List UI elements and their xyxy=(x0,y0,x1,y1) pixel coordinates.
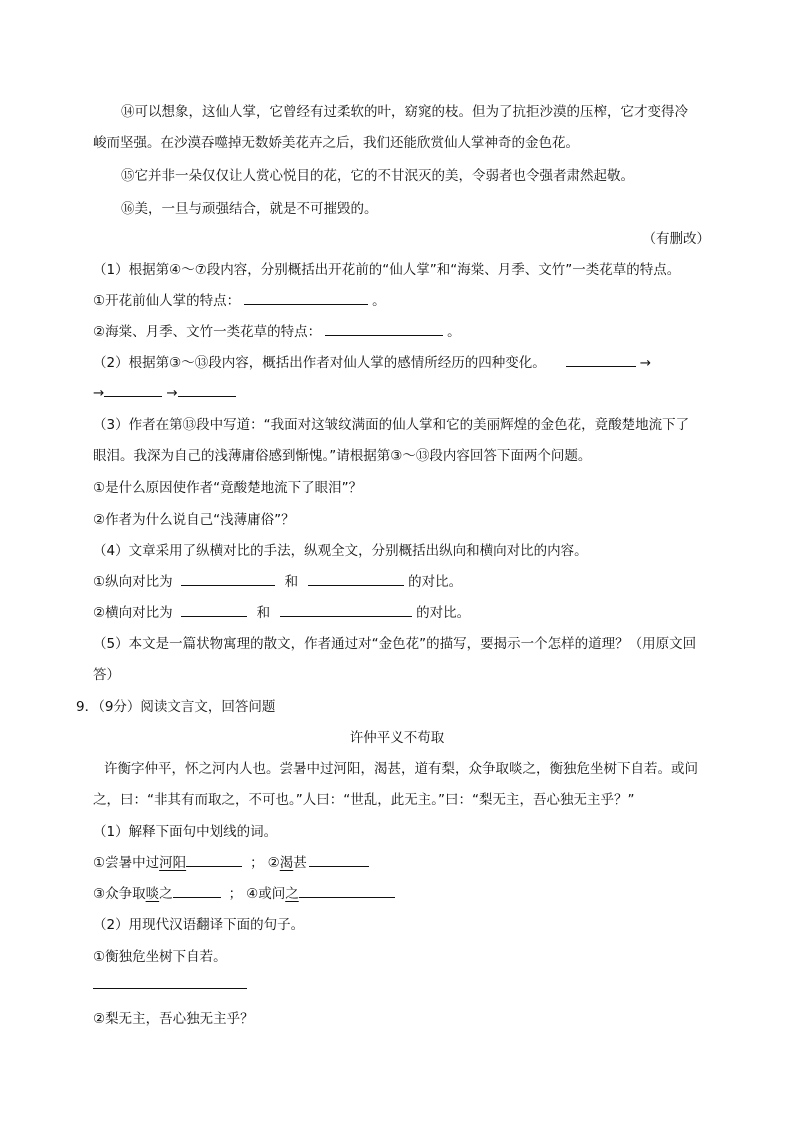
answer-blank[interactable] xyxy=(325,321,443,336)
sentence-2: ②梨无主，吾心独无主乎？ xyxy=(93,1011,254,1027)
word-3-underlined: 啖 xyxy=(145,886,160,902)
question-4-item-a xyxy=(93,570,462,590)
answer-blank[interactable] xyxy=(181,571,275,586)
word-1-context: ①尝暑中过 xyxy=(93,855,160,871)
word-1-underlined: 河阳 xyxy=(159,855,187,871)
classical-text-line-1: 许衡字仲平，怀之河内人也。尝暑中过河阳，渴甚，道有梨，众争取啖之，衡独危坐树下自若。或问 xyxy=(104,761,698,777)
and-label: 和 xyxy=(256,605,271,621)
question-1-item-a xyxy=(93,289,386,309)
question-3-line-2: 眼泪。我深为自己的浅薄庸俗感到惭愧。”请根据第③～⑬段内容回答下面两个问题。 xyxy=(93,448,592,464)
paragraph-14-line-2: 峻而坚强。在沙漠吞噬掉无数娇美花卉之后，我们还能欣赏仙人掌神奇的金色花。 xyxy=(93,135,579,151)
answer-blank[interactable] xyxy=(178,382,236,397)
comparison-suffix: 的对比。 xyxy=(408,574,463,590)
word-4-context: ④或问 xyxy=(246,886,286,902)
paragraph-16: ⑯美，一旦与顽强结合，就是不可摧毁的。 xyxy=(121,201,378,217)
and-label: 和 xyxy=(284,574,299,590)
word-3-suffix: 之 xyxy=(159,886,173,902)
question-5-line-2: 答） xyxy=(93,667,120,683)
answer-blank[interactable] xyxy=(173,883,221,898)
question-4: （4）文章采用了纵横对比的手法，纵观全文，分别概括出纵向和横向对比的内容。 xyxy=(93,543,588,559)
answer-blank[interactable] xyxy=(104,382,162,397)
question-3-item-a: ①是什么原因使作者“竟酸楚地流下了眼泪”？ xyxy=(93,480,363,496)
separator: ； xyxy=(228,886,243,902)
arrow: → xyxy=(166,385,178,401)
answer-blank[interactable] xyxy=(93,974,247,989)
question-1-item-b xyxy=(93,320,461,340)
answer-blank[interactable] xyxy=(308,571,404,586)
question-4-item-b-label: ②横向对比为 xyxy=(93,605,173,621)
question-3-line-1: （3）作者在第⑬段中写道：“我面对这皱纹满面的仙人掌和它的美丽辉煌的金色花，竟酸楚地流下了 xyxy=(93,417,690,433)
question-2-text: （2）根据第③～⑬段内容，概括出作者对仙人掌的感情所经历的四种变化。 xyxy=(93,355,546,371)
question-1-item-a-label: ①开花前仙人掌的特点： xyxy=(93,293,241,309)
sentence-1-answer xyxy=(93,974,251,993)
word-3-context: ③众争取 xyxy=(93,886,146,902)
period: 。 xyxy=(372,293,386,309)
classical-text-title: 许仲平义不苟取 xyxy=(349,730,445,746)
question-2-continued xyxy=(93,382,240,401)
classical-text-line-2: 之，曰：“非其有而取之，不可也。”人曰：“世乱，此无主。”曰：“梨无主，吾心独无主乎？” xyxy=(93,792,635,808)
question-1: （1）根据第④～⑦段内容，分别概括出开花前的“仙人掌”和“海棠、月季、文竹”一类花草的特点。 xyxy=(93,262,681,278)
paragraph-14-line-1: ⑭可以想象，这仙人掌，它曾经有过柔软的叶，窈窕的枝。但为了抗拒沙漠的压榨，它才变得冷 xyxy=(121,104,688,120)
question-2 xyxy=(93,351,651,371)
word-2-context: 甚 xyxy=(293,855,307,871)
answer-blank[interactable] xyxy=(244,290,368,305)
question-4-item-a-label: ①纵向对比为 xyxy=(93,574,173,590)
word-2-underlined: 渴 xyxy=(279,855,294,871)
arrow: → xyxy=(93,385,105,401)
arrow: → xyxy=(639,355,652,371)
sentence-1: ①衡独危坐树下自若。 xyxy=(93,949,227,965)
question-4-item-b xyxy=(93,601,470,621)
paragraph-15: ⑮它并非一朵仅仅让人赏心悦目的花，它的不甘泯灭的美，令弱者也令强者肃然起敬。 xyxy=(121,168,634,184)
period: 。 xyxy=(447,324,461,340)
answer-blank[interactable] xyxy=(181,602,247,617)
separator: ； xyxy=(250,855,264,871)
word-2-number: ② xyxy=(267,855,280,871)
answer-blank[interactable] xyxy=(566,352,636,367)
source-note: （有删改） xyxy=(642,231,710,247)
word-4-underlined: 之 xyxy=(285,886,299,902)
question-5-line-1: （5）本文是一篇状物寓理的散文，作者通过对“金色花”的描写，要揭示一个怎样的道理？（用原文回 xyxy=(93,636,697,652)
comparison-suffix: 的对比。 xyxy=(416,605,471,621)
word-items-row-2 xyxy=(93,882,399,902)
question-1-item-b-label: ②海棠、月季、文竹一类花草的特点： xyxy=(93,324,322,340)
question-3-item-b: ②作者为什么说自己“浅薄庸俗”？ xyxy=(93,512,295,528)
answer-blank[interactable] xyxy=(280,602,412,617)
answer-blank[interactable] xyxy=(299,883,395,898)
answer-blank[interactable] xyxy=(186,852,242,867)
question-9-sub-2: （2）用现代汉语翻译下面的句子。 xyxy=(93,917,305,933)
answer-blank[interactable] xyxy=(309,852,369,867)
question-9-sub-1: （1）解释下面句中划线的词。 xyxy=(93,824,278,840)
word-items-row-1 xyxy=(93,851,373,871)
question-9-header: 9．（9分）阅读文言文，回答问题 xyxy=(76,699,276,715)
